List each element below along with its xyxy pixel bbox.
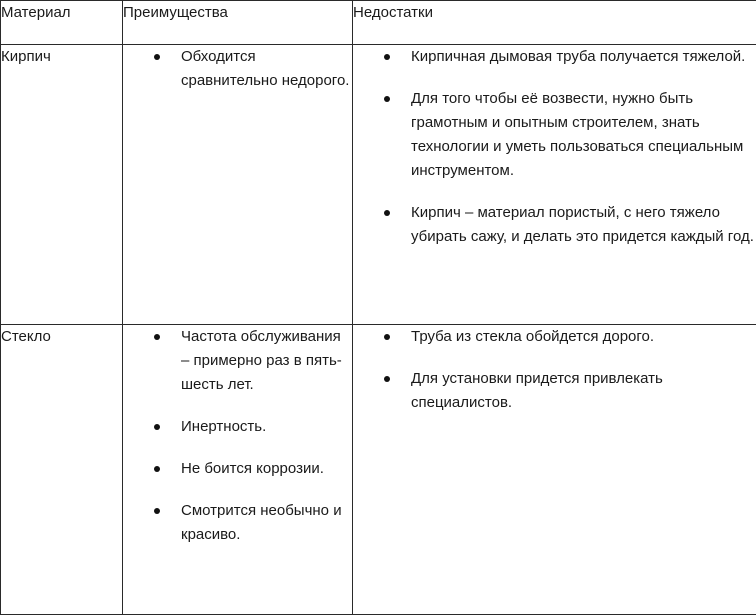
bullet-icon [154,508,160,514]
table-row-brick [1,45,756,325]
advantages-list [123,45,352,93]
header-material: Материал [1,1,123,45]
list-item: Обходится сравнительно недорого. [123,45,352,93]
advantages-cell [123,325,353,615]
table-row-glass [1,325,756,615]
list-item: Смотрится необычно и красиво. [123,499,352,547]
disadvantages-cell [353,45,756,325]
bullet-icon [154,334,160,340]
bullet-icon [154,424,160,430]
advantages-cell [123,45,353,325]
list-item: Частота обслуживания – примерно раз в пять-шесть лет. [123,325,352,397]
header-row [1,1,756,45]
disadvantages-list [353,45,756,249]
material-cell: Стекло [1,325,123,615]
list-item: Для того чтобы её возвести, нужно быть грамотным и опытным строителем, знать технологии и уметь пользоваться специальным инструментом. [353,87,756,183]
list-item: Кирпичная дымовая труба получается тяжелой. [353,45,756,69]
advantages-list [123,325,352,547]
material-cell: Кирпич [1,45,123,325]
list-item: Инертность. [123,415,352,439]
bullet-icon [384,376,390,382]
bullet-icon [384,210,390,216]
bullet-icon [384,334,390,340]
header-advantages: Преимущества [123,1,353,45]
bullet-icon [154,54,160,60]
disadvantages-cell [353,325,756,615]
list-item: Кирпич – материал пористый, с него тяжело убирать сажу, и делать это придется каждый год. [353,201,756,249]
list-item: Не боится коррозии. [123,457,352,481]
list-item: Для установки придется привлекать специалистов. [353,367,756,415]
disadvantages-list [353,325,756,415]
bullet-icon [154,466,160,472]
bullet-icon [384,54,390,60]
bullet-icon [384,96,390,102]
header-disadvantages: Недостатки [353,1,756,45]
list-item: Труба из стекла обойдется дорого. [353,325,756,349]
